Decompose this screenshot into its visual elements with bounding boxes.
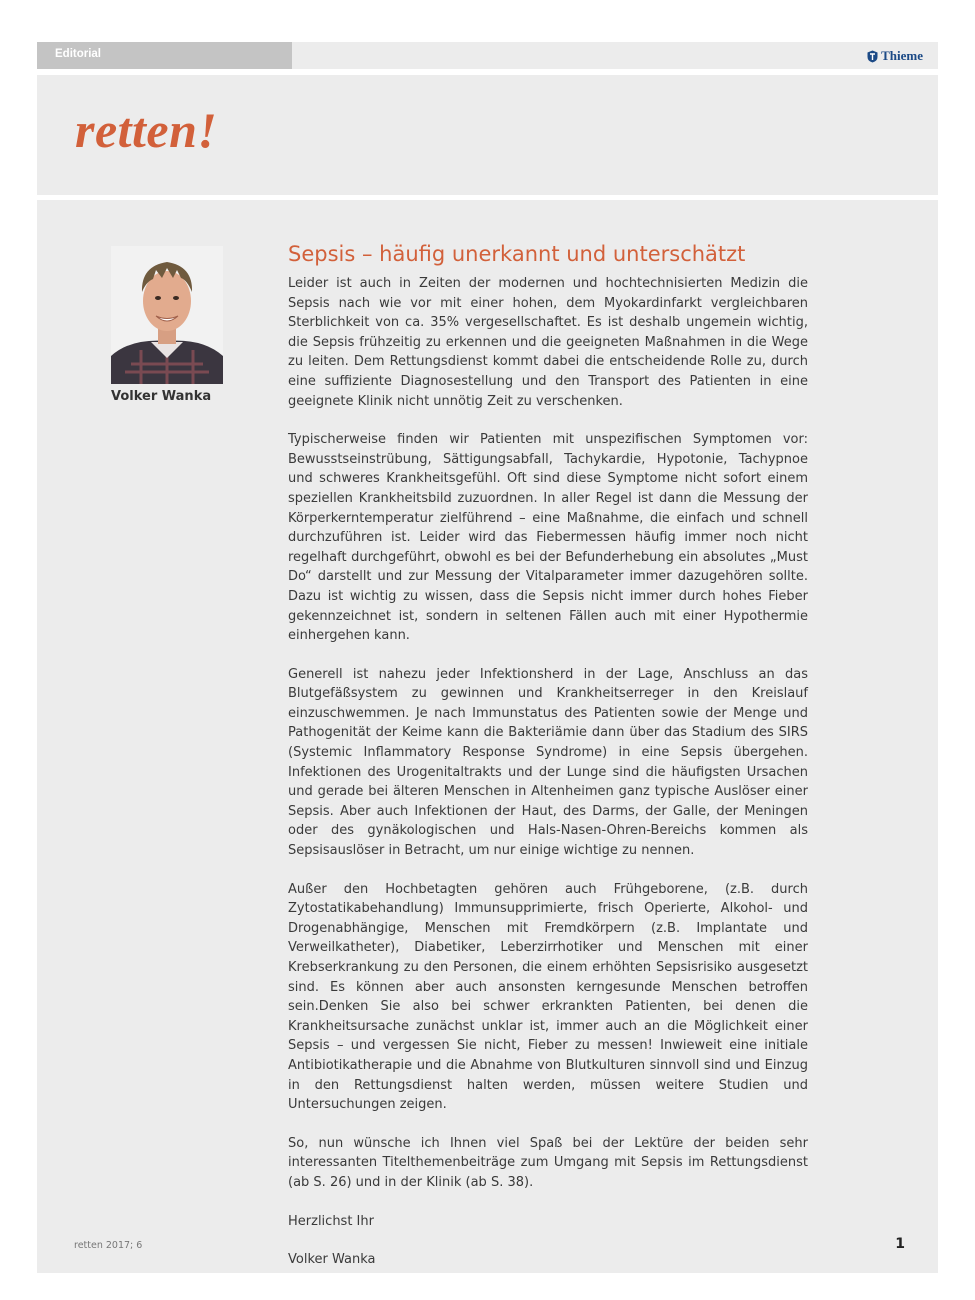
author-caption: Volker Wanka bbox=[111, 389, 212, 404]
article-paragraph: Außer den Hochbetagten gehören auch Frühgeborene, (z.B. durch Zytostatikabehandlung) Immunsupprimierte, frisch Operierte, Alkohol- und Drogenabhängige, Menschen mit Fremdkörpern (z.B. Implantate und Verweilkatheter), Diabetiker, Leberzirrhotiker und Menschen mit einer Krebserkrankung zu den Personen, die einem erhöhten Sepsisrisiko ausgesetzt sind. Es können aber auch ansonsten kerngesunde Menschen betroffen sein.Denken Sie also bei schwer erkrankten Patienten, bei denen die Krankheitsursache zunächst unklar ist, immer auch an die Möglichkeit einer Sepsis – und vergessen Sie nicht, Fieber zu messen! Inwieweit eine initiale Antibiotikatherapie und die Abnahme von Blutkulturen sinnvoll sind und Einzug in den Rettungsdienst halten werden, müssen weitere Studien und Untersuchungen zeigen. bbox=[288, 881, 808, 1113]
article-paragraph: Typischerweise finden wir Patienten mit unspezifischen Symptomen vor: Bewusstseinstrübung, Sättigungsabfall, Tachykardie, Hypotonie, Tachypnoe und schweres Krankheitsgefühl. Oft sind diese Symptome nicht sofort einem speziellen Krankheitsbild zuzuordnen. In aller Regel ist dann die Messung der Körperkerntemperatur zielführend – eine Maßnahme, die einfach und schnell durchzuführen ist. Leider wird das Fiebermessen häufig immer noch nicht regelhaft durchgeführt, obwohl es bei der Befunderhebung ein absolutes „Must Do“ darstellt und zur Messung der Vitalparameter immer dazugehören sollte. Dazu ist wichtig zu wissen, dass die Sepsis nicht immer durch hohes Fieber gekennzeichnet ist, sondern in seltenen Fällen auch mit einer Hypothermie einhergehen kann. bbox=[288, 432, 808, 644]
article-paragraph: Generell ist nahezu jeder Infektionsherd in der Lage, Anschluss an das Blutgefäßsystem zu gewinnen und Krankheitserreger in den Kreislauf einzuschwemmen. Je nach Immunstatus des Patienten sowie der Menge und Pathogenität der Keime kann die Bakteriämie dann über das Stadium des SIRS (Systemic Inflammatory Response Syndrome) in eine Sepsis übergehen. Infektionen des Urogenitaltrakts und der Lunge sind die häufigsten Ursachen und gerade bei älteren Menschen in Altenheimen ganz typische Auslöser einer Sepsis. Aber auch Infektionen der Haut, des Darms, der Galle, der Meningen oder des gynäkologischen und Hals-Nasen-Ohren-Bereichs kommen als Sepsisauslöser in Betracht, um nur einige wichtige zu nennen. bbox=[288, 666, 808, 859]
journal-reference: retten 2017; 6 bbox=[74, 1240, 143, 1251]
content-panel bbox=[37, 200, 938, 1273]
article-headline: Sepsis – häufig unerkannt und unterschätzt bbox=[288, 242, 746, 266]
magazine-title: retten! bbox=[75, 102, 218, 158]
article-paragraph: So, nun wünsche ich Ihnen viel Spaß bei der Lektüre der beiden sehr interessanten Titelthemenbeiträge zum Umgang mit Sepsis im Rettungsdienst (ab S. 26) und in der Klinik (ab S. 38). bbox=[288, 1135, 808, 1190]
author-photo bbox=[111, 246, 223, 384]
closing-salutation: Herzlichst Ihr bbox=[288, 1213, 374, 1229]
publisher-name: Thieme bbox=[881, 48, 923, 63]
signature-name: Volker Wanka bbox=[288, 1252, 376, 1268]
masthead bbox=[37, 75, 938, 195]
section-tab bbox=[37, 42, 292, 69]
editorial-article bbox=[288, 241, 808, 1289]
section-label: Editorial bbox=[55, 48, 102, 60]
article-paragraph: Leider ist auch in Zeiten der modernen und hochtechnisierten Medizin die Sepsis nach wie vor mit einer hohen, dem Myokardinfarkt vergleichbaren Sterblichkeit von ca. 35% vergesellschaftet. Es ist deshalb ungemein wichtig, die Sepsis frühzeitig zu erkennen und die geeigneten Maßnahmen in die Wege zu leiten. Dem Rettungsdienst kommt dabei die entscheidende Rolle zu, durch eine suffiziente Diagnosestellung und den Transport des Patienten in eine geeignete Klinik nicht unnötig Zeit zu verschenken. bbox=[288, 276, 808, 409]
publisher-brand bbox=[867, 48, 923, 64]
thieme-logo-icon bbox=[867, 50, 878, 63]
page-number: 1 bbox=[895, 1236, 905, 1252]
header-bar bbox=[37, 42, 938, 69]
